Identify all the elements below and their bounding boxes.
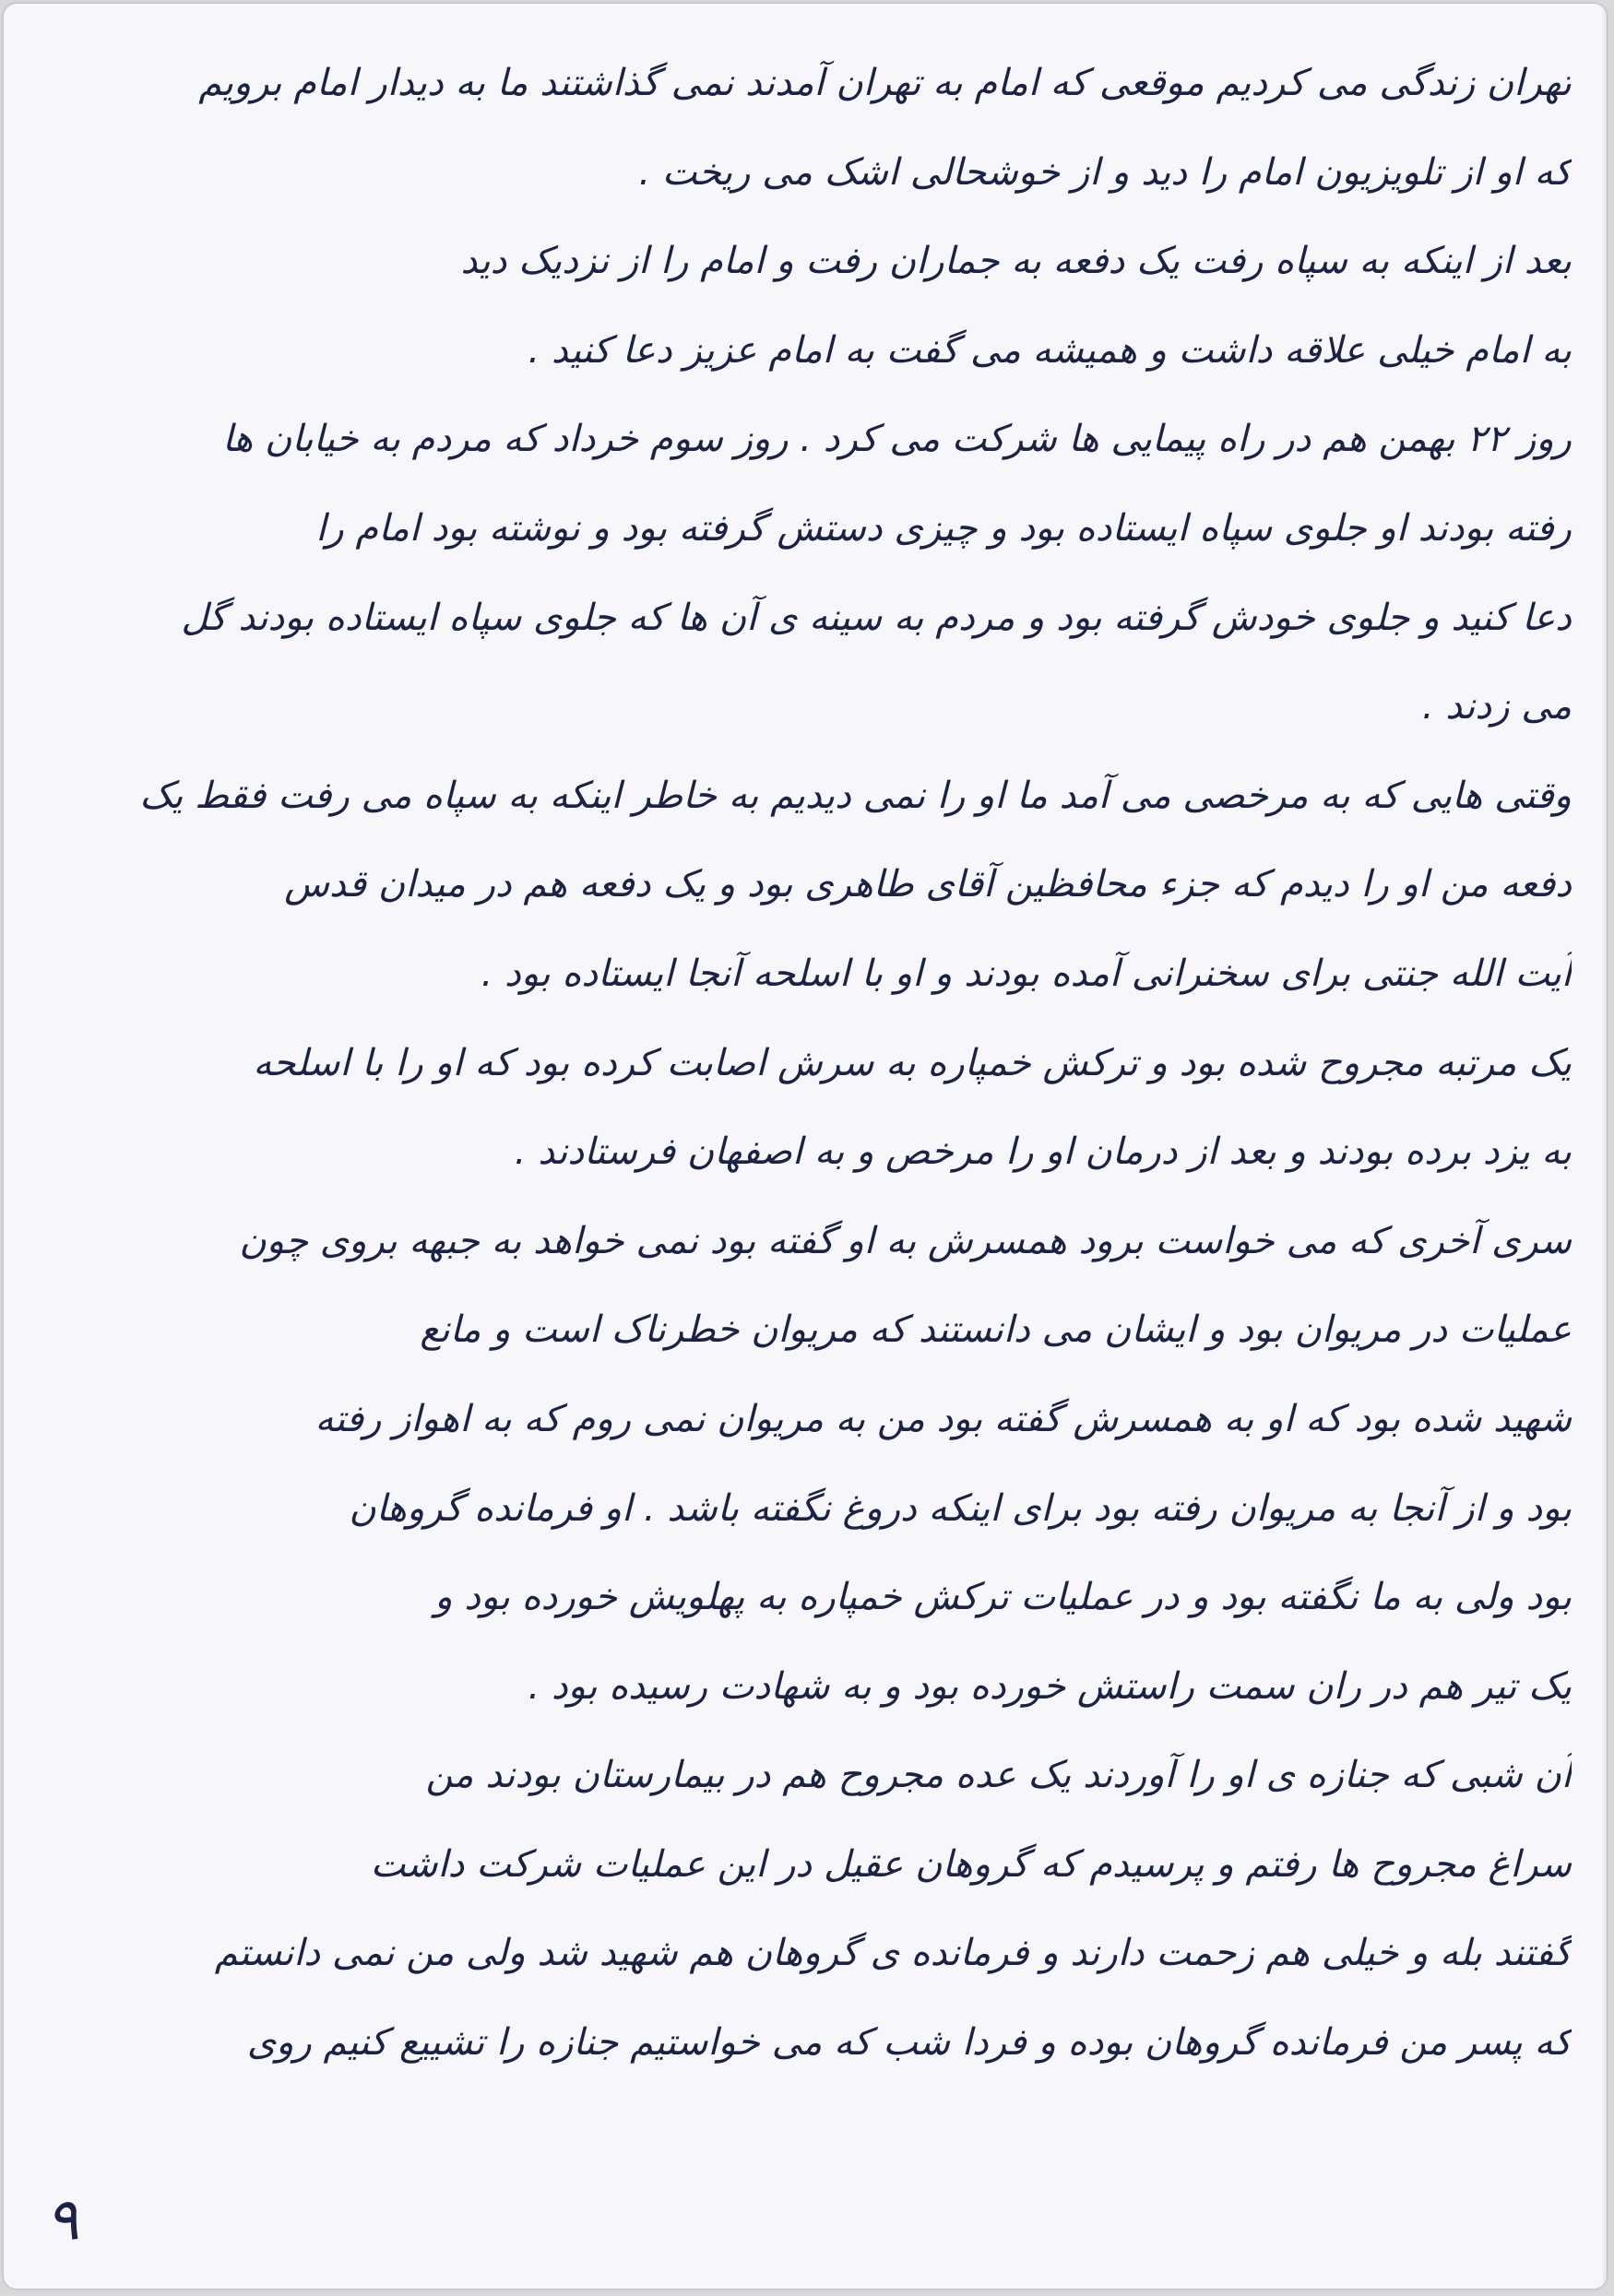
text-line-21: سراغ مجروح ها رفتم و پرسیدم که گروهان عقیل در این عملیات شرکت داشت [370,1842,1572,1886]
text-line-1: تهران زندگی می کردیم موقعی که امام به تهران آمدند نمی گذاشتند ما به دیدار امام برویم [198,62,1572,104]
text-line-5: روز ۲۲ بهمن هم در راه پیمایی ها شرکت می کرد . روز سوم خرداد که مردم به خیابان ها [222,418,1572,461]
text-line-14: سری آخری که می خواست برود همسرش به او گفته بود نمی خواهد به جبهه بروی چون [239,1219,1572,1262]
text-line-9: وقتی هایی که به مرخصی می آمد ما او را نمی دیدیم به خاطر اینکه به سپاه می رفت فقط یک [139,774,1572,817]
text-line-20: آن شبی که جنازه ی او را آوردند یک عده مجروح هم در بیمارستان بودند من [425,1754,1572,1797]
text-line-17: بود و از آنجا به مریوان رفته بود برای اینکه دروغ نگفته باشد . او فرمانده گروهان [349,1486,1572,1530]
handwritten-page [4,4,1607,2289]
text-line-23: که پسر من فرمانده گروهان بوده و فردا شب که می خواستیم جنازه را تشییع کنیم روی [246,2021,1572,2065]
text-line-2: که او از تلویزیون امام را دید و از خوشحالی اشک می ریخت . [638,150,1572,194]
text-line-18: بود ولی به ما نگفته بود و در عملیات ترکش خمپاره به پهلویش خورده بود و [434,1576,1572,1619]
text-line-22: گفتند بله و خیلی هم زحمت دارند و فرمانده ی گروهان هم شهید شد ولی من نمی دانستم [214,1932,1572,1975]
page-number: ۹ [42,2184,83,2258]
text-line-13: به یزد برده بودند و بعد از درمان او را مرخص و به اصفهان فرستادند . [514,1130,1572,1174]
text-line-15: عملیات در مریوان بود و ایشان می دانستند که مریوان خطرناک است و مانع [420,1308,1572,1352]
text-line-6: رفته بودند او جلوی سپاه ایستاده بود و چیزی دستش گرفته بود و نوشته بود امام را [315,506,1572,550]
text-line-10: دفعه من او را دیدم که جزء محافظین آقای طاهری بود و یک دفعه هم در میدان قدس [284,863,1572,906]
text-line-4: به امام خیلی علاقه داشت و همیشه می گفت به امام عزیز دعا کنید . [528,328,1572,372]
handwritten-text-block [59,39,1572,2088]
text-line-16: شهید شده بود که او به همسرش گفته بود من به مریوان نمی روم که به اهواز رفته [314,1397,1572,1440]
text-line-7: دعا کنید و جلوی خودش گرفته بود و مردم به سینه ی آن ها که جلوی سپاه ایستاده بودند گل [181,596,1572,639]
text-line-19: یک تیر هم در ران سمت راستش خورده بود و به شهادت رسیده بود . [528,1664,1572,1708]
text-line-3: بعد از اینکه به سپاه رفت یک دفعه به جماران رفت و امام را از نزدیک دید [460,240,1572,283]
text-line-8: می زدند . [1421,685,1572,728]
text-line-12: یک مرتبه مجروح شده بود و ترکش خمپاره به سرش اصابت کرده بود که او را با اسلحه [253,1041,1572,1084]
text-line-11: آیت الله جنتی برای سخنرانی آمده بودند و او با اسلحه آنجا ایستاده بود . [481,952,1572,995]
